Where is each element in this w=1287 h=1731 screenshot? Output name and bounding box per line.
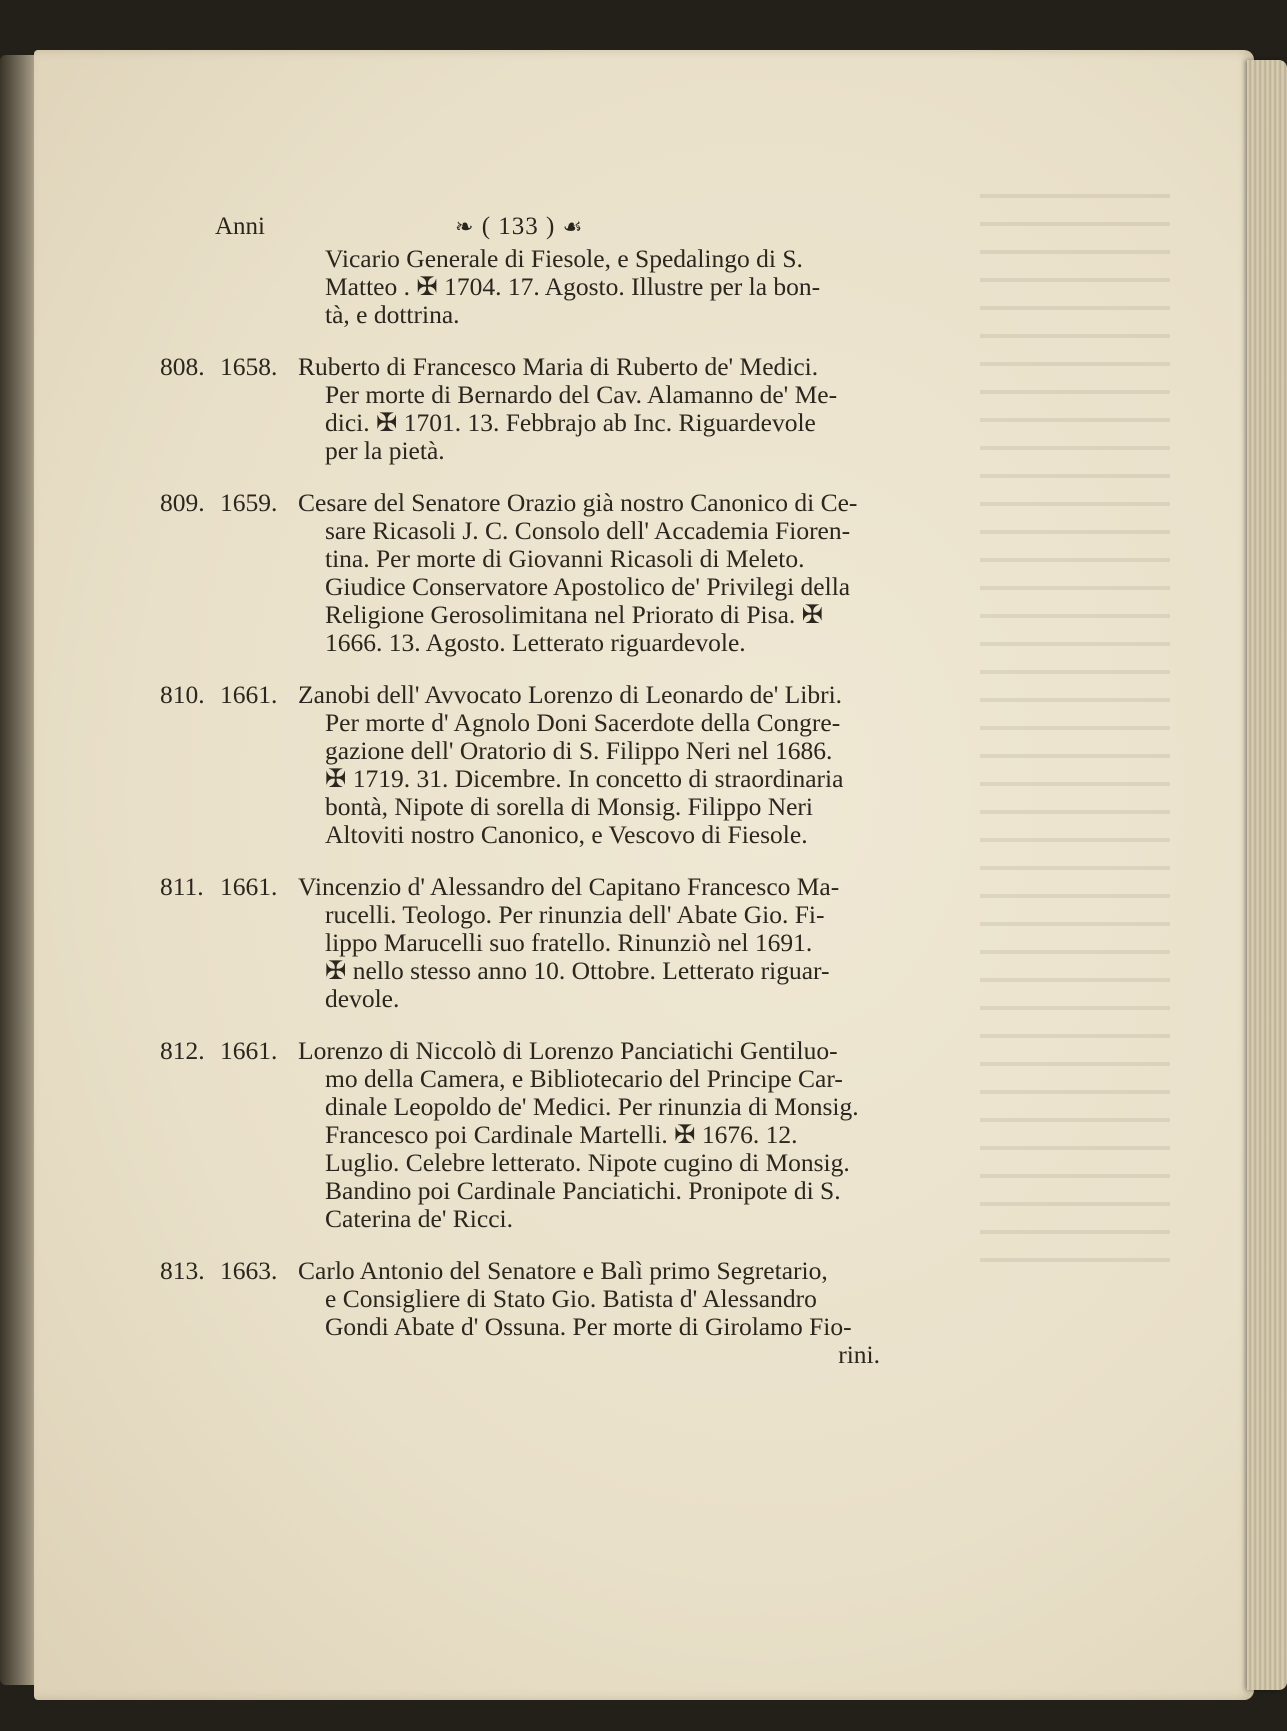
text-line: Lorenzo di Niccolò di Lorenzo Panciatichi Gentiluo- bbox=[298, 1036, 838, 1065]
text-line: Cesare del Senatore Orazio già nostro Canonico di Ce- bbox=[298, 488, 858, 517]
entry-number: 808. bbox=[160, 352, 205, 381]
ornament-left-icon: ❧ bbox=[455, 214, 475, 239]
text-line: Ruberto di Francesco Maria di Ruberto de' Medici. bbox=[298, 352, 819, 381]
text-line: tina. Per morte di Giovanni Ricasoli di Meleto. bbox=[325, 544, 805, 573]
page-header bbox=[215, 205, 915, 245]
text-line: Vincenzio d' Alessandro del Capitano Francesco Ma- bbox=[298, 872, 840, 901]
entry-811 bbox=[160, 873, 920, 1013]
text-line: Religione Gerosolimitana nel Priorato di Pisa. ✠ bbox=[325, 600, 823, 629]
text-line: devole. bbox=[325, 984, 400, 1013]
text-line: Per morte d' Agnolo Doni Sacerdote della Congre- bbox=[325, 708, 841, 737]
text-line: per la pietà. bbox=[325, 436, 445, 465]
ornament-right-icon: ☙ bbox=[562, 214, 584, 239]
entry-number: 810. bbox=[160, 680, 205, 709]
entry-year: 1659. bbox=[220, 488, 278, 517]
text-line: Giudice Conservatore Apostolico de' Privilegi della bbox=[325, 572, 851, 601]
text-line: gazione dell' Oratorio di S. Filippo Neri nel 1686. bbox=[325, 736, 833, 765]
text-line: Zanobi dell' Avvocato Lorenzo di Leonardo de' Libri. bbox=[298, 680, 843, 709]
text-line: 1666. 13. Agosto. Letterato riguardevole. bbox=[325, 628, 746, 657]
page-body bbox=[160, 245, 920, 1369]
text-line: bontà, Nipote di sorella di Monsig. Filippo Neri bbox=[325, 792, 813, 821]
entry-number: 813. bbox=[160, 1256, 205, 1285]
entry-809 bbox=[160, 489, 920, 657]
entry-number: 811. bbox=[160, 872, 204, 901]
column-label-anni: Anni bbox=[215, 213, 265, 240]
text-line: ✠ 1719. 31. Dicembre. In concetto di straordinaria bbox=[325, 764, 844, 793]
text-line: Altoviti nostro Canonico, e Vescovo di Fiesole. bbox=[325, 820, 808, 849]
text-line: ✠ nello stesso anno 10. Ottobre. Letterato riguar- bbox=[325, 956, 830, 985]
text-line: Vicario Generale di Fiesole, e Spedalingo di S. bbox=[325, 244, 803, 273]
left-page-edge bbox=[0, 55, 38, 1685]
text-line: Gondi Abate d' Ossuna. Per morte di Girolamo Fio- bbox=[325, 1312, 852, 1341]
entry-year: 1658. bbox=[220, 352, 278, 381]
entry-812 bbox=[160, 1037, 920, 1233]
text-line: dinale Leopoldo de' Medici. Per rinunzia di Monsig. bbox=[325, 1092, 859, 1121]
text-line: Per morte di Bernardo del Cav. Alamanno de' Me- bbox=[325, 380, 838, 409]
text-line-tail: rini. bbox=[838, 1340, 880, 1369]
text-line: Carlo Antonio del Senatore e Balì primo Segretario, bbox=[298, 1256, 828, 1285]
text-line: lippo Marucelli suo fratello. Rinunziò nel 1691. bbox=[325, 928, 813, 957]
text-line: tà, e dottrina. bbox=[325, 300, 460, 329]
entry-year: 1663. bbox=[220, 1256, 278, 1285]
text-line: sare Ricasoli J. C. Consolo dell' Accademia Fioren- bbox=[325, 516, 851, 545]
entry-number: 812. bbox=[160, 1036, 205, 1065]
entry-808 bbox=[160, 353, 920, 465]
text-line: Francesco poi Cardinale Martelli. ✠ 1676. 12. bbox=[325, 1120, 798, 1149]
text-line: rucelli. Teologo. Per rinunzia dell' Abate Gio. Fi- bbox=[325, 900, 825, 929]
text-line: mo della Camera, e Bibliotecario del Principe Car- bbox=[325, 1064, 843, 1093]
text-line: e Consigliere di Stato Gio. Batista d' Alessandro bbox=[325, 1284, 817, 1313]
entry-year: 1661. bbox=[220, 872, 278, 901]
folio-number: ( 133 ) bbox=[481, 213, 556, 240]
text-line: Bandino poi Cardinale Panciatichi. Pronipote di S. bbox=[325, 1176, 841, 1205]
bleed-through-text bbox=[980, 180, 1170, 1280]
text-line: Caterina de' Ricci. bbox=[325, 1204, 513, 1233]
entry-813 bbox=[160, 1257, 920, 1369]
intro-continuation bbox=[160, 245, 920, 329]
entry-year: 1661. bbox=[220, 680, 278, 709]
entry-number: 809. bbox=[160, 488, 205, 517]
entry-810 bbox=[160, 681, 920, 849]
page-number bbox=[455, 213, 583, 241]
entry-year: 1661. bbox=[220, 1036, 278, 1065]
text-line: Luglio. Celebre letterato. Nipote cugino di Monsig. bbox=[325, 1148, 850, 1177]
text-line: dici. ✠ 1701. 13. Febbrajo ab Inc. Riguardevole bbox=[325, 408, 816, 437]
text-line: Matteo . ✠ 1704. 17. Agosto. Illustre per la bon- bbox=[325, 272, 821, 301]
page-stack-edge bbox=[1247, 60, 1287, 1690]
